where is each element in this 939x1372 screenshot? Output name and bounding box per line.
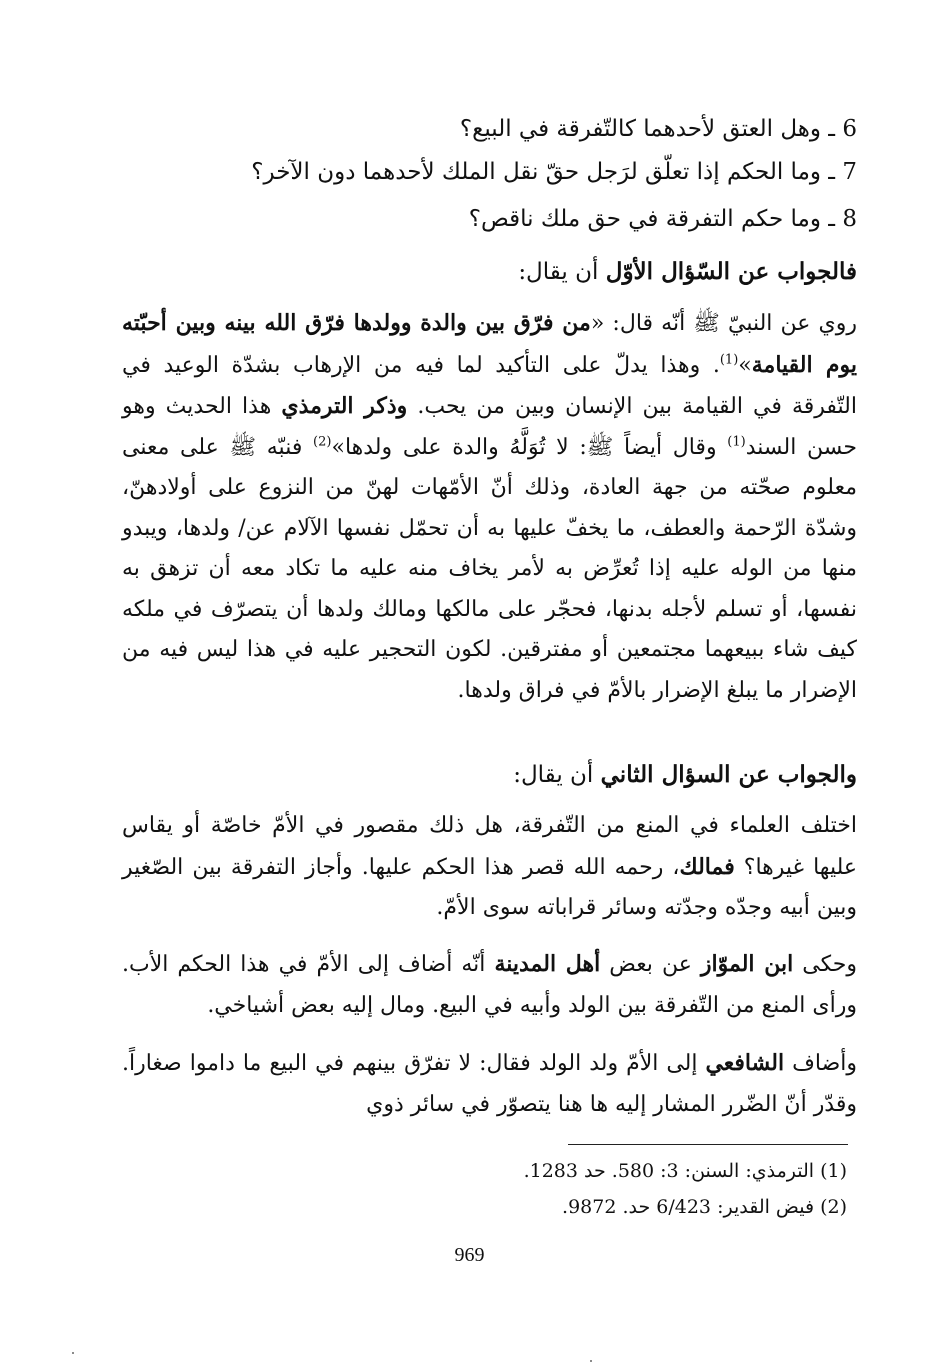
footnote-ref-1: (1) (719, 352, 739, 368)
scan-speck (590, 1360, 592, 1362)
footnote-ref-2: (2) (313, 434, 332, 450)
p2-ruling: ، رحمه الله قصر هذا الحكم عليها. وأجاز التفرقة بين الصّغير وبين أبيه وجدّه وجدّته وسائر قراباته سوى الأمّ. (122, 854, 857, 920)
p1-explanation: فنبّه ﷺ على معنى معلوم صحّته من جهة العادة، وذلك أنّ الأمّهات لهنّ من النزوع على أولادهنّ، وشدّة الرّحمة والعطف، ما يخفّ عليها به أن تحمّل نفسها الآلام عن/ ولدها، ويبدو منها من الوله عليه إذا تُعرِّض به لأمر يخاف منه عليه ما تكاد معه أن تزهق به نفسها، أو تسلم لأجله بدنها، فحجّر على مالكها ومالك ولدها أن يتصرّف في ملكه كيف شاء ببيعهما مجتمعين أو مفترقين. لكون التحجير عليه في هذا ليس فيه من الإضرار ما يبلغ الإضرار بالأمّ في فراق ولدها. (122, 434, 857, 703)
p3-ruling: أنّه أضاف إلى الأمّ في هذا الحكم الأب. ورأى المنع من التّفرقة بين الولد وأبيه في البيع. ومال إليه بعض أشياخي. (122, 952, 857, 1018)
question-7: 7 ـ وما الحكم إذا تعلّق لرَجل حقّ نقل الملك لأحدهما دون الآخر؟ (251, 159, 857, 185)
footnote-1: (1) الترمذي: السنن: 3: 580. حد 1283. (523, 1160, 847, 1182)
p1-hadith: من فرّق بين والدة وولدها فرّق الله بينه وبين أحبّته يوم القيامة (122, 310, 857, 378)
page-number: 969 (454, 1244, 485, 1266)
p3-ibn-mawwaz: ابن الموّاز (700, 951, 794, 977)
p4-shafii: الشافعي (705, 1050, 785, 1076)
answer-1-heading (518, 255, 857, 289)
paragraph-1 (122, 303, 857, 711)
scan-speck (72, 1352, 74, 1354)
p3-ahl-madina: أهل المدينة (494, 951, 601, 977)
paragraph-2 (122, 806, 857, 929)
answer-2-heading-rest: أن يقال: (513, 762, 601, 788)
footnote-separator (568, 1144, 848, 1145)
p1-commentary: . وهذا يدلّ على التأكيد لما فيه من الإرهاب بشدّة الوعيد في التّفرقة في القيامة بين الإنسان وبين من يحب. (122, 352, 858, 419)
paragraph-3 (122, 944, 857, 1026)
p1-tirmidhi: وذكر الترمذي (281, 393, 408, 419)
p2-malik: فمالك (679, 853, 735, 880)
question-6: 6 ـ وهل العتق لأحدهما كالتّفرقة في البيع؟ (459, 116, 857, 142)
p4-intro: وأضاف (784, 1051, 858, 1076)
p1-intro: روي عن النبيّ ﷺ أنّه قال: « (590, 311, 857, 336)
paragraph-4 (122, 1043, 857, 1125)
p3-intro: وحكى (793, 952, 858, 977)
p1-second-hadith: وقال أيضاً ﷺ: لا تُوَلَّهُ والدة على ولدها» (331, 434, 728, 460)
p3-from: عن بعض (600, 952, 701, 977)
footnote-ref-1b: (1) (727, 434, 746, 450)
p1-hadith-grade: هذا الحديث وهو حسن السند (122, 394, 857, 460)
p2-intro: اختلف العلماء في المنع من التّفرقة، هل ذلك مقصور في الأمّ خاصّة أو يقاس عليها غيرها؟ (122, 813, 857, 880)
footnote-2: (2) فيض القدير: 6/423 حد. 9872. (562, 1196, 847, 1218)
answer-1-heading-bold: فالجواب عن السّؤال الأوّل (605, 258, 857, 285)
p1-quote-close: » (738, 352, 752, 378)
question-8: 8 ـ وما حكم التفرقة في حق ملك ناقص؟ (468, 206, 857, 232)
answer-1-heading-rest: أن يقال: (518, 259, 606, 285)
answer-2-heading (513, 758, 857, 792)
answer-2-heading-bold: والجواب عن السؤال الثاني (600, 761, 857, 788)
p4-ruling: إلى الأمّ ولد الولد فقال: لا تفرّق بينهم في البيع ما داموا صغاراً. وقدّر أنّ الضّرر المشار إليه ها هنا يتصوّر في سائر ذوي (122, 1051, 857, 1117)
